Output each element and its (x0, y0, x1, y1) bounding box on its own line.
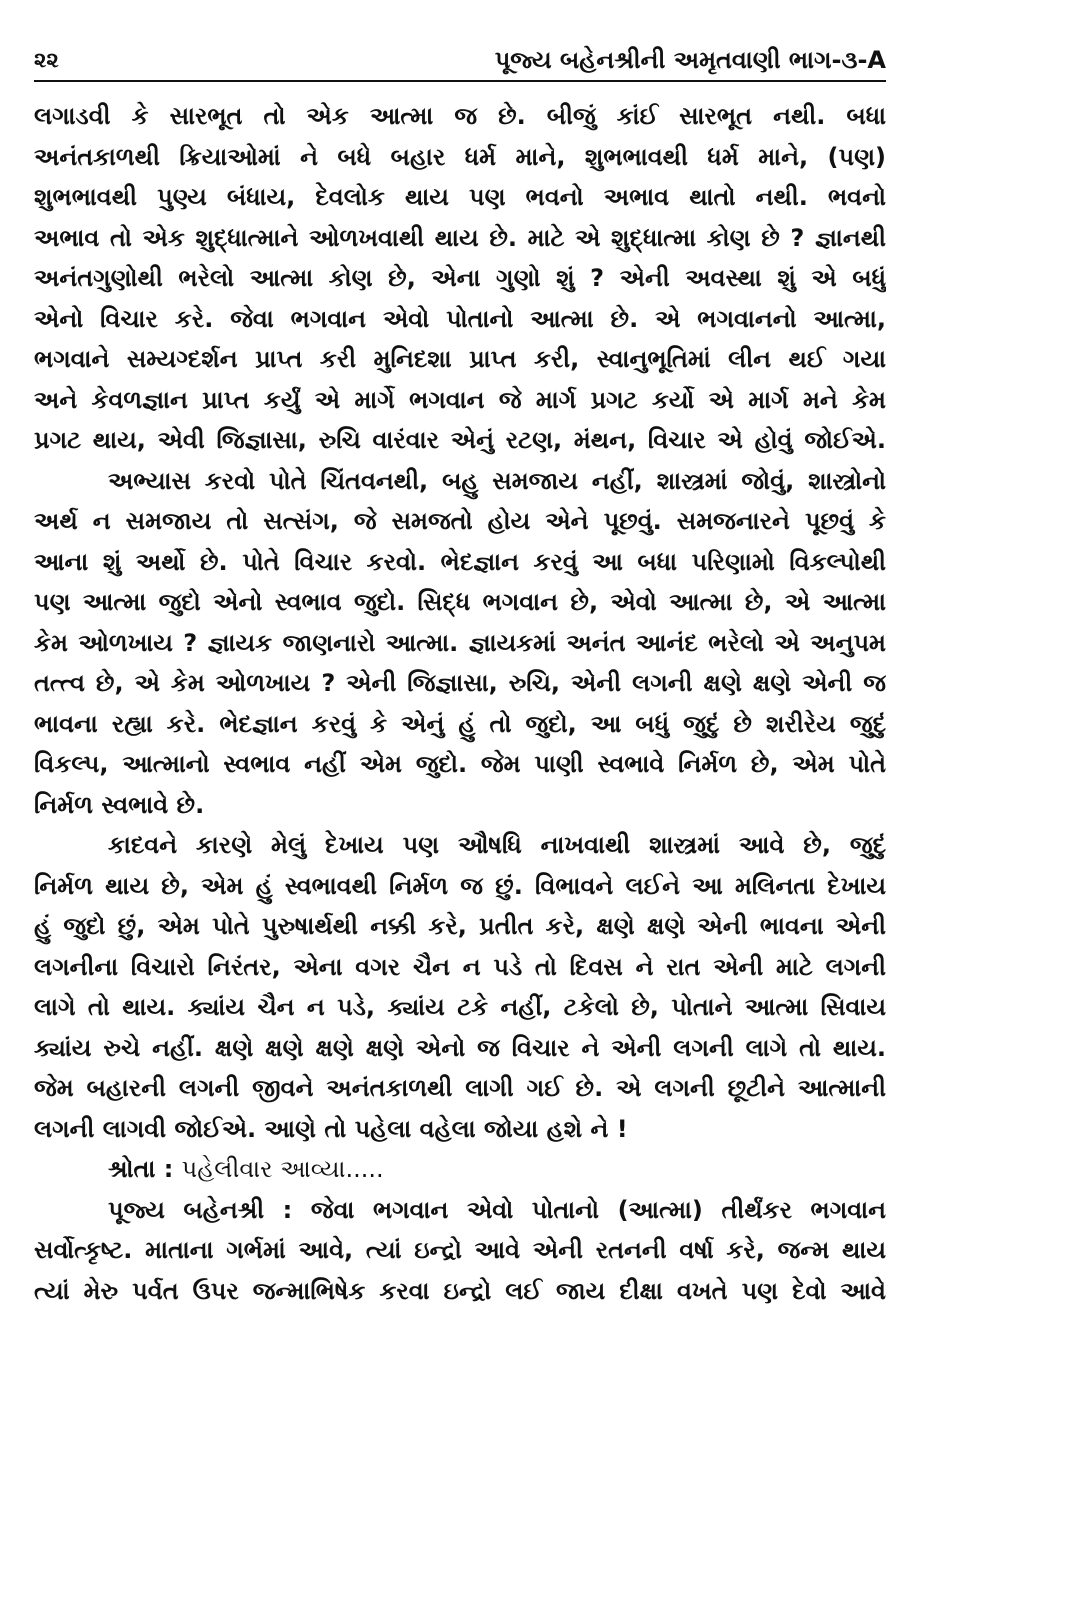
text-line: અનંતગુણોથી ભરેલો આત્મા કોણ છે, એના ગુણો શું ? એની અવસ્થા શું એ બધું (34, 264, 886, 292)
text-line: અભ્યાસ કરવો પોતે ચિંતવનથી, બહુ સમજાય નહીં, શાસ્ત્રમાં જોવું, શાસ્ત્રોનો (108, 466, 886, 495)
listener-line (34, 1149, 886, 1190)
text-line: સર્વોત્કૃષ્ટ. માતાના ગર્ભમાં આવે, ત્યાં ઇન્દ્રો આવે એની રતનની વર્ષા કરે, જન્મ થાય (34, 1236, 886, 1264)
paragraph-3 (34, 825, 886, 1149)
text-line: ભગવાને સમ્યગ્દર્શન પ્રાપ્ત કરી મુનિદશા પ્રાપ્ત કરી, સ્વાનુભૂતિમાં લીન થઈ ગયા (34, 345, 886, 373)
text-line: પણ આત્મા જુદો એનો સ્વભાવ જુદો. સિદ્ધ ભગવાન છે, એવો આત્મા છે, એ આત્મા (34, 588, 886, 616)
text-line: લાગે તો થાય. ક્યાંય ચૈન ન પડે, ક્યાંય ટકે નહીં, ટકેલો છે, પોતાને આત્મા સિવાય (34, 993, 886, 1021)
text-line: ભાવના રહ્યા કરે. ભેદજ્ઞાન કરવું કે એનું હું તો જુદો, આ બધું જુદું છે શરીરેય જુદું (34, 709, 886, 738)
text-line: હું જુદો છું, એમ પોતે પુરુષાર્થથી નક્કી કરે, પ્રતીત કરે, ક્ષણે ક્ષણે એની ભાવના એની (34, 912, 886, 940)
text-line: ક્યાંય રુચે નહીં. ક્ષણે ક્ષણે ક્ષણે ક્ષણે એનો જ વિચાર ને એની લગની લાગે તો થાય. (34, 1033, 886, 1062)
text-line: કેમ ઓળખાય ? જ્ઞાયક જાણનારો આત્મા. જ્ઞાયકમાં અનંત આનંદ ભરેલો એ અનુપમ (34, 628, 886, 657)
text-line: લગનીના વિચારો નિરંતર, એના વગર ચૈન ન પડે તો દિવસ ને રાત એની માટે લગની (34, 952, 886, 981)
header-divider (34, 80, 886, 82)
text-line: વિકલ્પ, આત્માનો સ્વભાવ નહીં એમ જુદો. જેમ પાણી સ્વભાવે નિર્મળ છે, એમ પોતે (34, 750, 886, 778)
text-line: અને કેવળજ્ઞાન પ્રાપ્ત કર્યું એ માર્ગે ભગવાન જે માર્ગ પ્રગટ કર્યો એ માર્ગ મને કેમ (34, 385, 886, 414)
text-line (34, 1190, 886, 1231)
paragraph-5 (34, 1190, 886, 1312)
page-number: ૨૨ (34, 48, 59, 72)
text-line: નિર્મળ સ્વભાવે છે. (34, 790, 205, 819)
text-line: અર્થ ન સમજાય તો સત્સંગ, જે સમજતો હોય એને પૂછવું. સમજનારને પૂછવું કે (34, 507, 886, 535)
text-line: લગાડવી કે સારભૂત તો એક આત્મા જ છે. બીજું કાંઈ સારભૂત નથી. બધા (34, 102, 886, 130)
text-line: શુભભાવથી પુણ્ય બંધાય, દેવલોક થાય પણ ભવનો અભાવ થાતો નથી. ભવનો (34, 183, 886, 211)
text-line: અનંતકાળથી ક્રિયાઓમાં ને બધે બહાર ધર્મ માને, શુભભાવથી ધર્મ માને, (પણ) (34, 142, 886, 171)
text-line: કાદવને કારણે મેલું દેખાય પણ ઔષધિ નાખવાથી શાસ્ત્રમાં આવે છે, જુદું (108, 831, 886, 859)
text-line: લગની લાગવી જોઈએ. આણે તો પહેલા વહેલા જોયા હશે ને ! (34, 1114, 628, 1143)
text-line: ત્યાં મેરુ પર્વત ઉપર જન્માભિષેક કરવા ઇન્દ્રો લઈ જાય દીક્ષા વખતે પણ દેવો આવે (34, 1276, 886, 1305)
body-text (34, 96, 886, 1311)
text-line: એનો વિચાર કરે. જેવા ભગવાન એવો પોતાનો આત્મા છે. એ ભગવાનનો આત્મા, (34, 304, 886, 333)
page-header (34, 38, 886, 80)
text-line: નિર્મળ થાય છે, એમ હું સ્વભાવથી નિર્મળ જ છું. વિભાવને લઈને આ મલિનતા દેખાય (34, 871, 886, 900)
text-line: આના શું અર્થો છે. પોતે વિચાર કરવો. ભેદજ્ઞાન કરવું આ બધા પરિણામો વિકલ્પોથી (34, 547, 886, 576)
text-line: જેમ બહારની લગની જીવને અનંતકાળથી લાગી ગઈ છે. એ લગની છૂટીને આત્માની (34, 1074, 886, 1102)
paragraph-2 (34, 461, 886, 826)
text-line: પ્રગટ થાય, એવી જિજ્ઞાસા, રુચિ વારંવાર એનું રટણ, મંથન, વિચાર એ હોવું જોઈએ. (34, 426, 886, 454)
paragraph-1 (34, 96, 886, 461)
speaker-label: શ્રોતા : (108, 1155, 174, 1183)
listener-remark: પહેલીવાર આવ્યા..... (181, 1155, 384, 1183)
speaker-label: પૂજ્ય બહેનશ્રી : (108, 1195, 293, 1224)
speaker-text: જેવા ભગવાન એવો પોતાનો (આત્મા) તીર્થંકર ભગવાન (310, 1195, 886, 1224)
running-title: પૂજ્ય બહેનશ્રીની અમૃતવાણી ભાગ-૩-A (494, 46, 886, 74)
text-line: અભાવ તો એક શુદ્ધાત્માને ઓળખવાથી થાય છે. માટે એ શુદ્ધાત્મા કોણ છે ? જ્ઞાનથી (34, 223, 886, 252)
text-line: તત્ત્વ છે, એ કેમ ઓળખાય ? એની જિજ્ઞાસા, રુચિ, એની લગની ક્ષણે ક્ષણે એની જ (34, 669, 886, 697)
